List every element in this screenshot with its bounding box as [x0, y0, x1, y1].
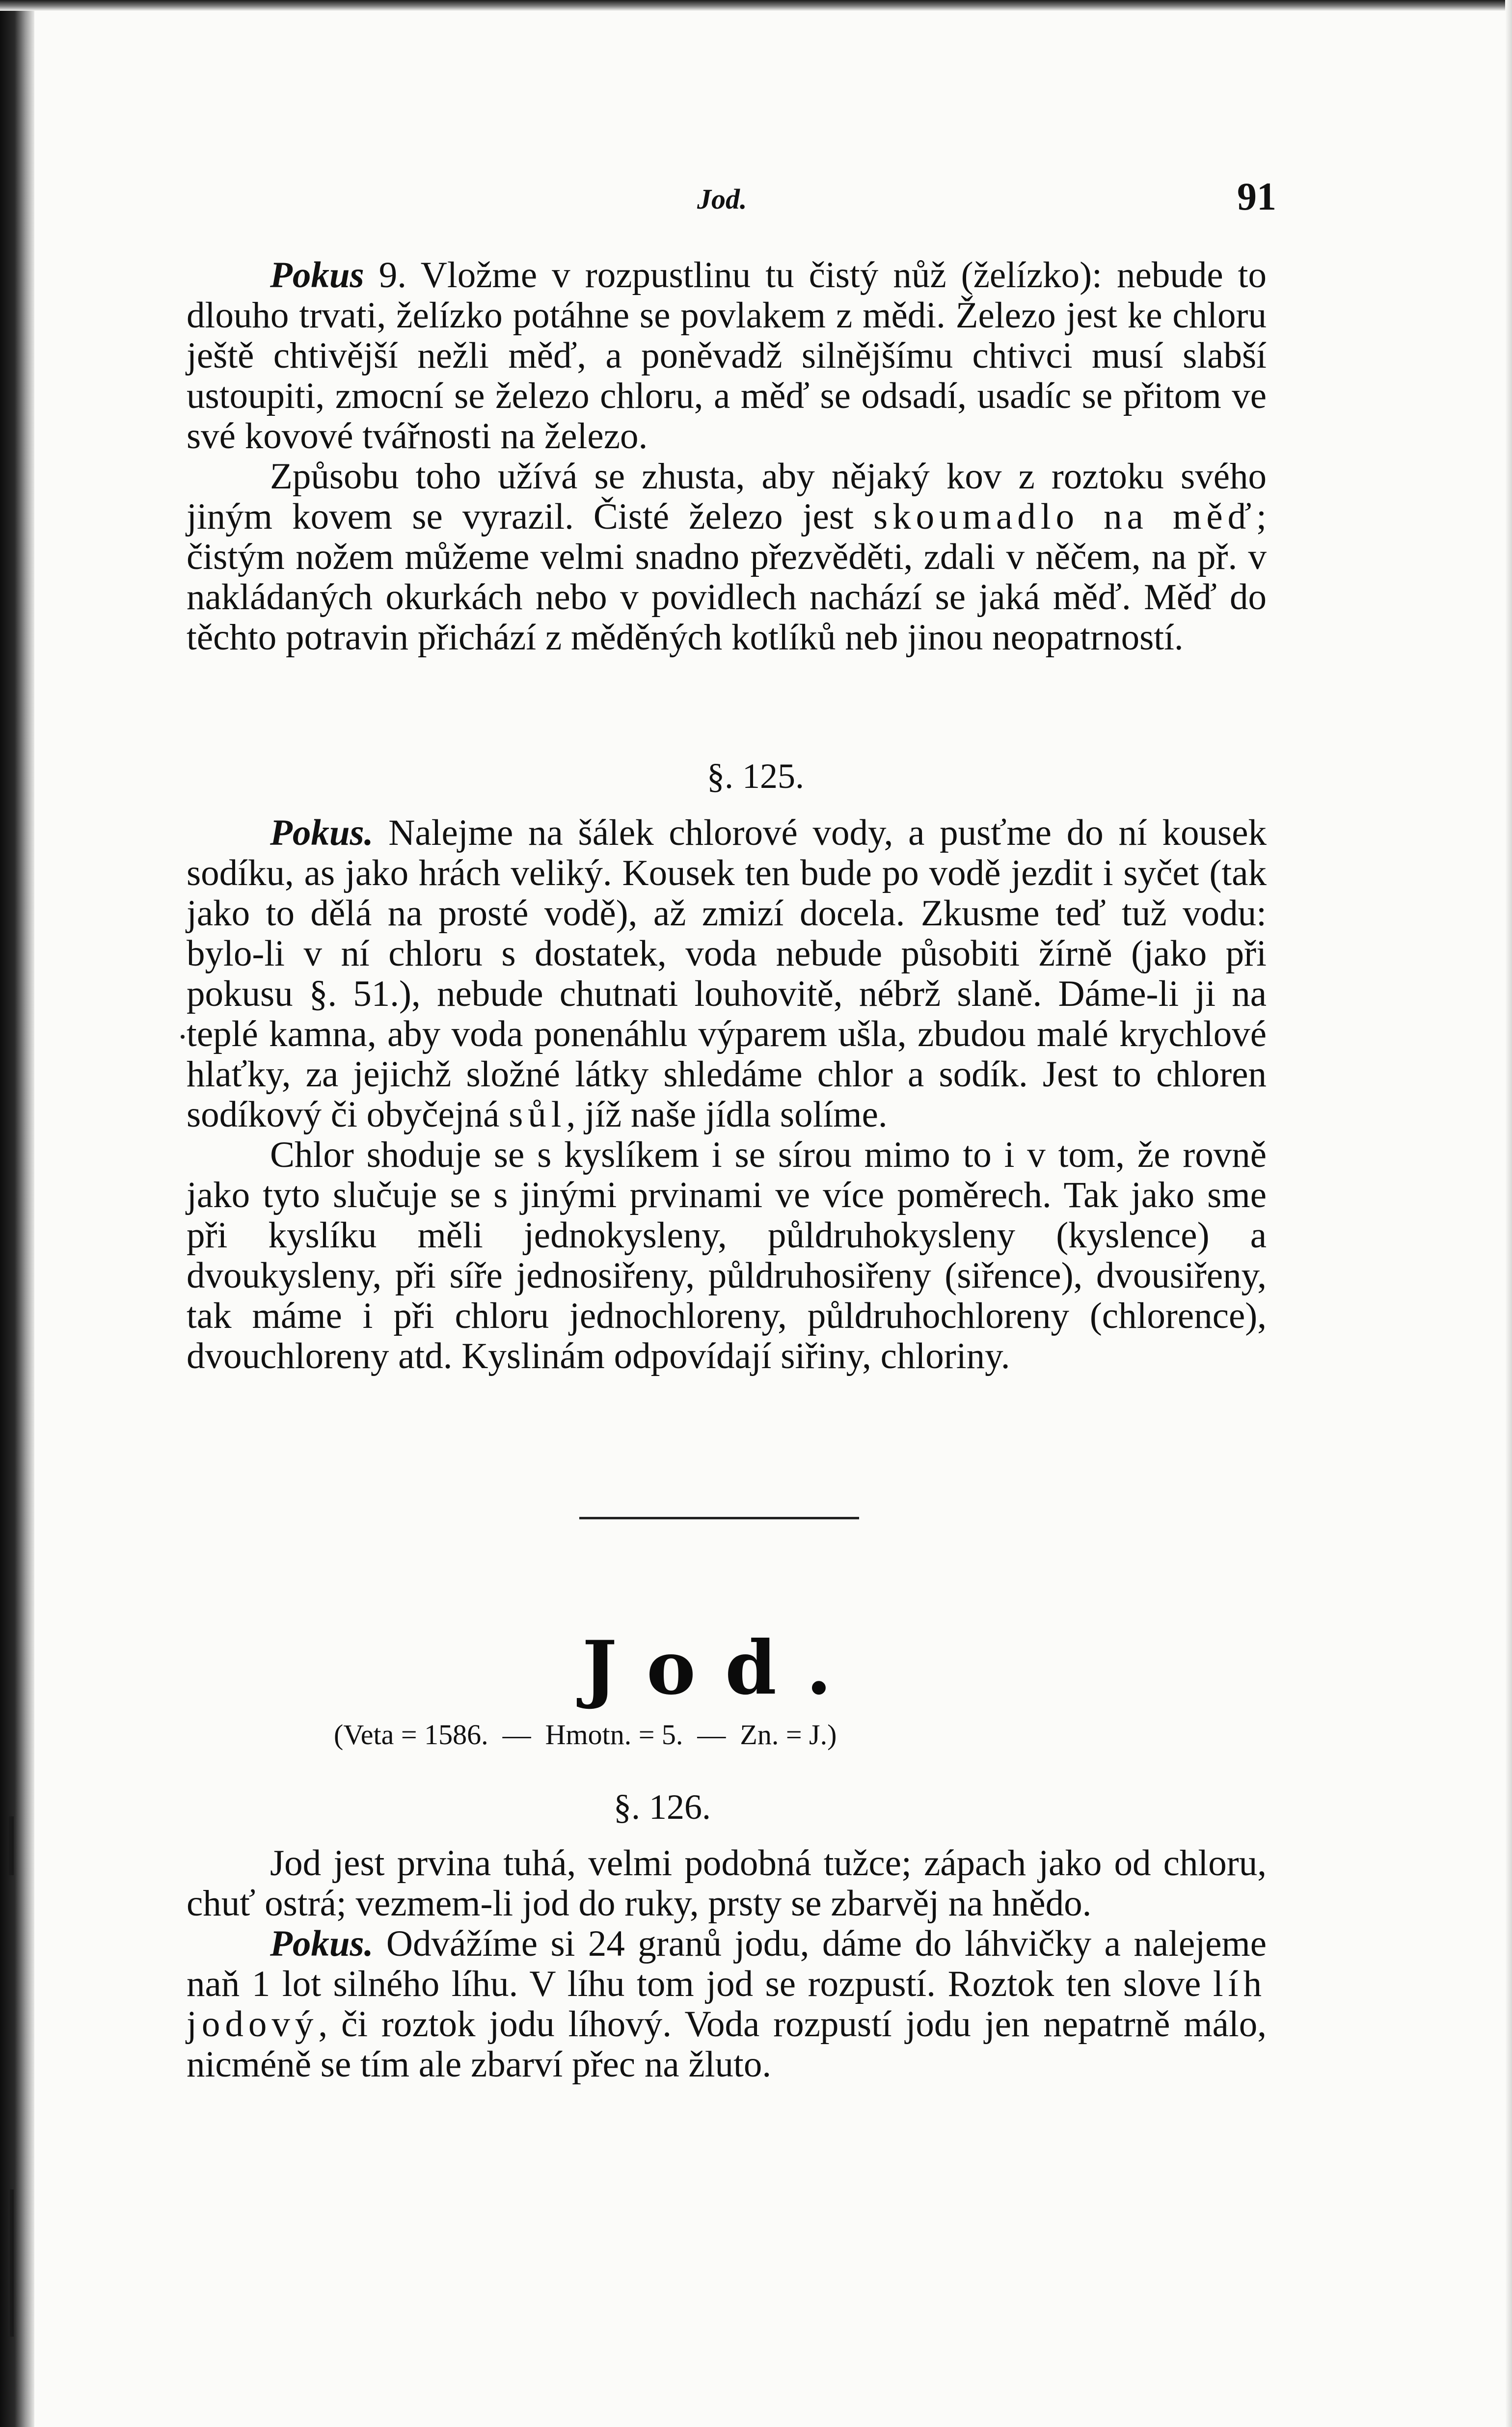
paragraph-text: Způsobu toho užívá se zhusta, aby nějaký kov z roztoku svého jiným kovem se vyrazil. Čisté železo jest [187, 456, 1267, 537]
paragraph-pokus-9 [187, 255, 1267, 457]
section-heading-125: §. 125. [707, 756, 804, 796]
scan-border-left [0, 0, 34, 2427]
paragraph-block-125 [187, 813, 1267, 1376]
paragraph-block-126 [187, 1843, 1267, 2085]
chapter-title-jod: Jod. [582, 1625, 862, 1711]
paragraph-iron-test [187, 457, 1267, 658]
page-number: 91 [1237, 175, 1276, 218]
scan-speck [181, 1035, 185, 1039]
scan-border-right [1505, 0, 1512, 2427]
pokus-label: Pokus. [270, 812, 374, 853]
pokus-label: Pokus. [270, 1923, 374, 1964]
paragraph-text: 9. Vložme v rozpustlinu tu čistý nůž (želízko): nebude to dlouho trvati, želízko potáhne se povlakem z mědi. Železo jest ke chloru ještě chtivější nežli měď, a poněvadž silnějšímu chtivci musí slabší ustoupiti, zmocní se železo chloru, a měď se odsadí, usadíc se přitom ve své kovové tvářnosti na železo. [187, 255, 1267, 457]
paragraph-chlorine-compounds: Chlor shoduje se s kyslíkem i se sírou mimo to i v tom, že rovně jako tyto slučuje se s jinými prvinami ve více poměrech. Tak jako sme při kyslíku měli jednokysleny, půldruhokysleny (kyslence) a dvoukysleny, při síře jednosiřeny, půldruhosiřeny (siřence), dvousiřeny, tak máme i při chloru jednochloreny, půldruhochloreny (chlorence), dvouchloreny atd. Kyslinám odpovídají siřiny, chloriny. [187, 1134, 1267, 1376]
paragraph-text: ; čistým nožem můžeme velmi snadno přezvěděti, zdali v něčem, na př. v nakládaných okurkách nebo v povidlech nachází se jaká měď. Měď do těchto potravin přichází z měděných kotlíků neb jinou neopatrností. [187, 496, 1267, 658]
paragraph-block-1 [187, 255, 1267, 658]
paragraph-text: Odvážíme si 24 granů jodu, dáme do láhvičky a nalejeme naň 1 lot silného líhu. V líhu tom jod se rozpustí. Roztok ten slove [187, 1923, 1267, 2004]
emphasized-term: sůl [509, 1094, 567, 1135]
pokus-label: Pokus [270, 255, 364, 296]
paragraph-iodine-description: Jod jest prvina tuhá, velmi podobná tužce; zápach jako od chloru, chuť ostrá; vezmem-li jod do ruky, prsty se zbarvěj na hnědo. [187, 1843, 1267, 1924]
scan-border-top [0, 0, 1512, 11]
running-title: Jod. [697, 183, 747, 215]
paragraph-text: Nalejme na šálek chlorové vody, a pusťme do ní kousek sodíku, as jako hrách veliký. Kousek ten bude po vodě jezdit i syčet (tak jako to dělá na prosté vodě), až zmizí docela. Zkusme teď tuž vodu: bylo-li v ní chloru s dostatek, voda nebude působiti žírně (jako při pokusu §. 51.), nebude chutnati louhovitě, nébrž slaně. Dáme-li ji na teplé kamna, aby voda ponenáhlu výparem ušla, zbudou malé krychlové hlaťky, za jejichž složné látky shledáme chlor a sodík. Jest to chloren sodíkový či obyčejná [187, 812, 1267, 1135]
paragraph-pokus-iodine [187, 1924, 1267, 2085]
section-divider [579, 1517, 859, 1519]
emphasized-term: líh jodový [187, 1964, 1267, 2045]
paragraph-text: , či roztok jodu líhový. Voda rozpustí jodu jen nepatrně málo, nicméně se tím ale zbarví přec na žluto. [187, 2004, 1267, 2085]
element-properties: (Veta = 1586. — Hmotn. = 5. — Zn. = J.) [334, 1719, 837, 1751]
paragraph-text: , jíž naše jídla solíme. [566, 1094, 888, 1135]
scan-speck [9, 1816, 14, 1875]
paragraph-pokus-sodium [187, 813, 1267, 1135]
emphasized-term: skoumadlo na měď [873, 496, 1257, 537]
scan-speck [10, 2189, 14, 2337]
section-heading-126: §. 126. [614, 1787, 711, 1827]
